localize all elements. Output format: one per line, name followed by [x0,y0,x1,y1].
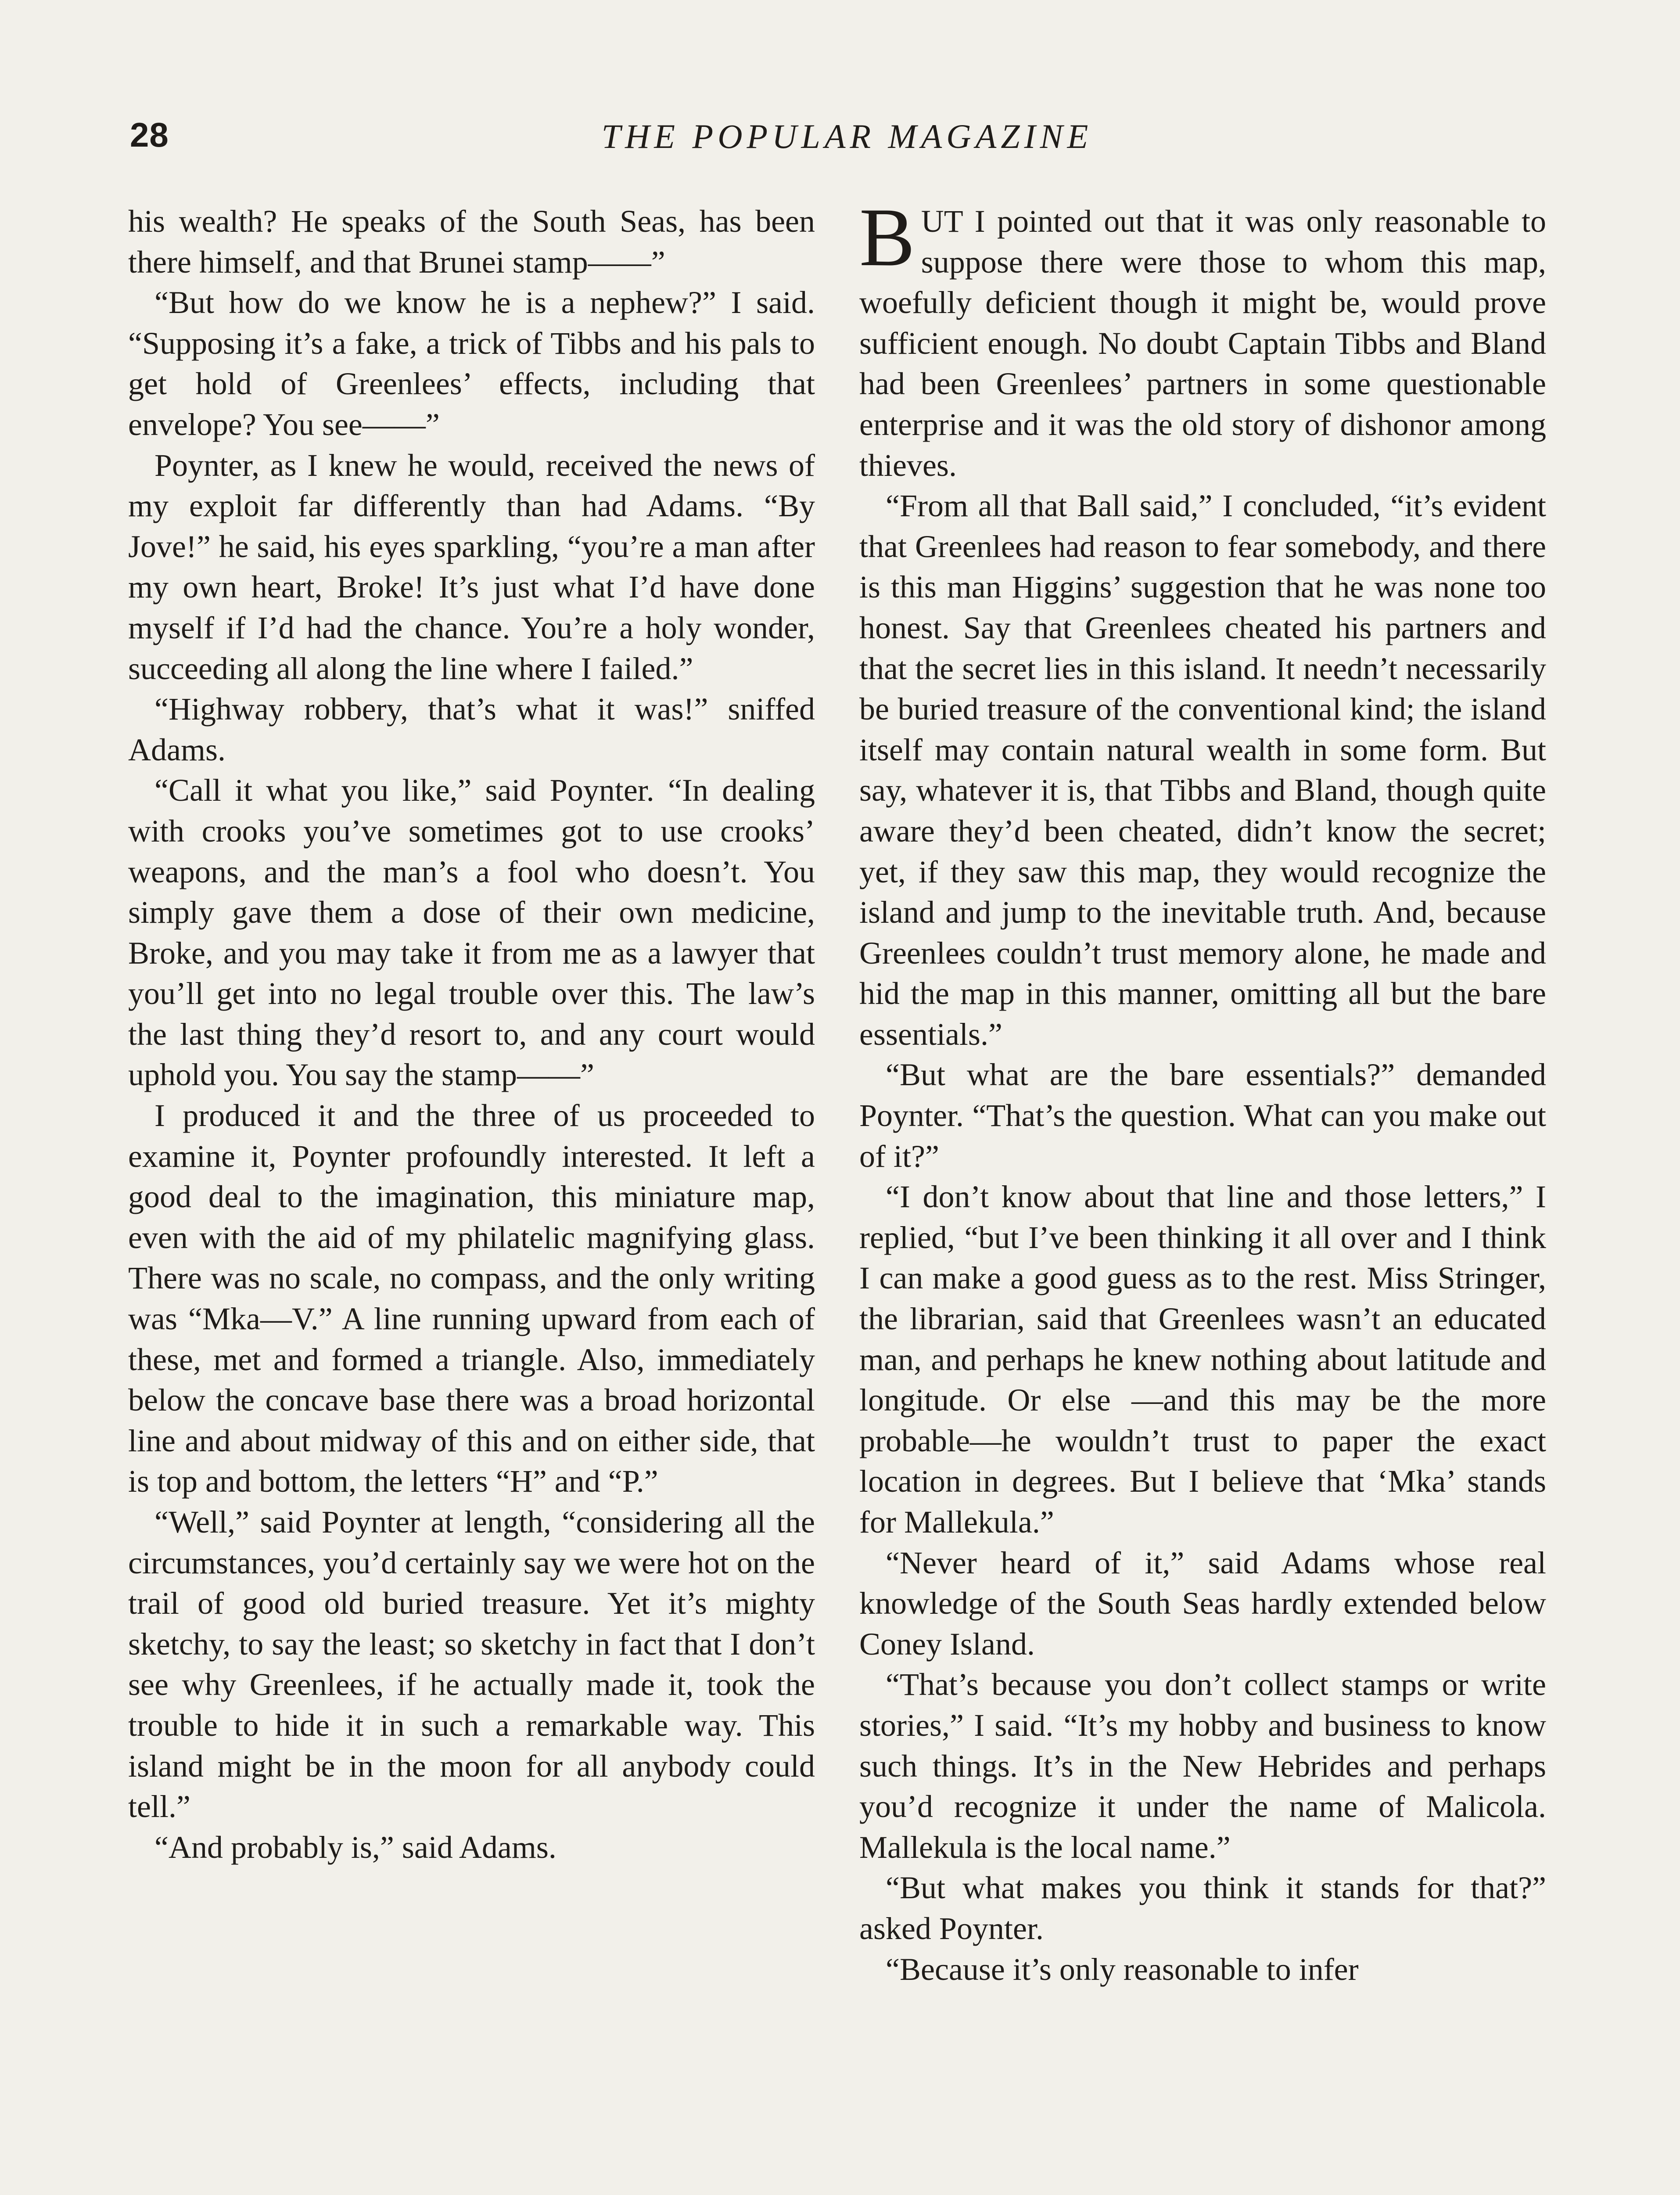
paragraph: “Well,” said Poynter at length, “considering all the circumstances, you’d certainly say we were hot on the trail of good old buried treasure. Yet it’s mighty sketchy, to say the least; so sketchy in fact that I don’t see why Greenlees, if he actually made it, took the trouble to hide it in such a remarkable way. This island might be in the moon for all anybody could tell.” [128,1504,815,1824]
paragraph: “And probably is,” said Adams. [154,1829,556,1865]
paragraph: “Highway robbery, that’s what it was!” sniffed Adams. [128,691,815,767]
paragraph: “I don’t know about that line and those letters,” I replied, “but I’ve been thinking it all over and I think I can make a good guess as to the rest. Miss Stringer, the librarian, said that Greenlees wasn’t an educated man, and perhaps he knew nothing about latitude and longitude. Or else —and this may be the more probable—he wouldn’t trust to paper the exact location in degrees. But I believe that ‘Mka’ stands for Mallekula.” [859,1179,1546,1540]
paragraph: “Call it what you like,” said Poynter. “In dealing with crooks you’ve sometimes got to use crooks’ weapons, and the man’s a fool who doesn’t. You simply gave them a dose of their own medicine, Broke, and you may take it from me as a lawyer that you’ll get into no legal trouble over this. The law’s the last thing they’d resort to, and any court would uphold you. You say the stamp——” [128,773,815,1093]
paragraph: “But how do we know he is a nephew?” I said. “Supposing it’s a fake, a trick of Tibbs and his pals to get hold of Greenlees’ effects, including that envelope? You see——” [128,285,815,442]
paragraph: “But what makes you think it stands for that?” asked Poynter. [859,1870,1546,1946]
paragraph: his wealth? He speaks of the South Seas, has been there himself, and that Brunei stamp——” [128,204,815,280]
paragraph: I produced it and the three of us proceeded to examine it, Poynter profoundly interested. It left a good deal to the imagination, this miniature map, even with the aid of my philatelic magnifying glass. There was no scale, no compass, and the only writing was “Mka—V.” A line running upward from each of these, met and formed a triangle. Also, immediately below the concave base there was a broad horizontal line and about midway of this and on either side, that is top and bottom, the letters “H” and “P.” [128,1098,815,1499]
page-number: 28 [130,115,169,154]
paragraph: “But what are the bare essentials?” demanded Poynter. “That’s the question. What can you make out of it?” [859,1057,1546,1174]
left-column [128,201,815,2195]
running-head-title: THE POPULAR MAGAZINE [601,117,1093,155]
paragraph: “From all that Ball said,” I concluded, “it’s evident that Greenlees had reason to fear somebody, and there is this man Higgins’ suggestion that he was none too honest. Say that Greenlees cheated his partners and that the secret lies in this island. It needn’t necessarily be buried treasure of the conventional kind; the island itself may contain natural wealth in some form. But say, whatever it is, that Tibbs and Bland, though quite aware they’d been cheated, didn’t know the secret; yet, if they saw this map, they would recognize the island and jump to the inevitable truth. And, because Greenlees couldn’t trust memory alone, he made and hid the map in this manner, omitting all but the bare essentials.” [859,488,1546,1052]
right-column [859,201,1546,2195]
paragraph: “That’s because you don’t collect stamps or write stories,” I said. “It’s my hobby and business to know such things. It’s in the New Hebrides and perhaps you’d recognize it under the name of Malicola. Mallekula is the local name.” [859,1667,1546,1865]
paragraph: “Because it’s only reasonable to infer [886,1951,1359,1987]
paragraph: “Never heard of it,” said Adams whose real knowledge of the South Seas hardly extended below Coney Island. [859,1545,1546,1662]
opening-paragraph [859,201,1546,486]
paragraph: Poynter, as I knew he would, received the news of my exploit far differently than had Adams. “By Jove!” he said, his eyes sparkling, “you’re a man after my own heart, Broke! It’s just what I’d have done myself if I’d had the chance. You’re a holy wonder, succeeding all along the line where I failed.” [128,447,815,686]
drop-cap: B [859,201,915,284]
opening-paragraph-text: UT I pointed out that it was only reasonable to suppose there were those to whom this map, woefully deficient though it might be, would prove sufficient enough. No doubt Captain Tibbs and Bland had been Greenlees’ partners in some questionable enterprise and it was the old story of dishonor among thieves. [859,204,1546,483]
